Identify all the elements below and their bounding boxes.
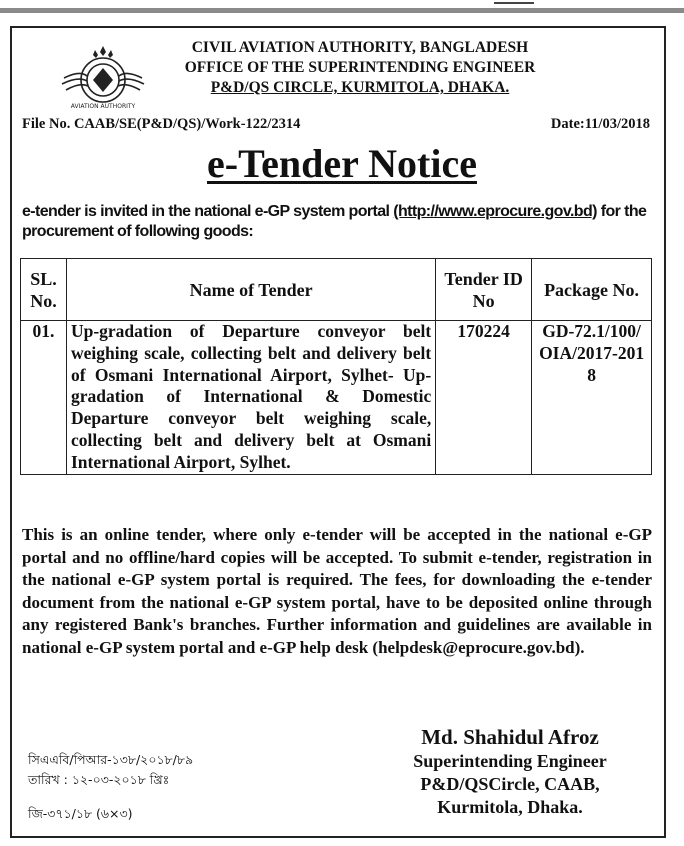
signatory-name: Md. Shahidul Afroz [421,725,599,749]
table-header-row [21,259,652,321]
letterhead [140,38,580,98]
page-title [0,140,684,188]
header-tender-id: Tender ID No [436,259,532,321]
office-name: OFFICE OF THE SUPERINTENDING ENGINEER [184,59,536,76]
signatory-location: Kurmitola, Dhaka. [437,797,583,817]
cell-package-no: GD-72.1/100/OIA/2017-2018 [532,321,652,475]
intro-paragraph [22,202,652,242]
eprocure-link[interactable]: (http://www.eprocure.gov.bd) [393,203,597,220]
signature-block [360,724,660,819]
circle-address: P&D/QS CIRCLE, KURMITOLA, DHAKA. [210,79,510,96]
bangla-code: জি-৩৭১/১৮ (৬×৩) [28,806,133,821]
header-package: Package No. [532,259,652,321]
signatory-title: Superintending Engineer [413,751,607,771]
table-row [21,321,652,475]
authority-name: CIVIL AVIATION AUTHORITY, BANGLADESH [191,39,529,56]
file-number: File No. CAAB/SE(P&D/QS)/Work-122/2314 [22,116,301,132]
tender-table [20,258,652,475]
bangla-reference: সিএএবি/পিআর-১৩৮/২০১৮/৮৯ [28,752,194,767]
top-divider [0,8,684,13]
signatory-office: P&D/QSCircle, CAAB, [420,774,600,794]
header-sl: SL. No. [21,259,67,321]
logo-caption: AVIATION AUTHORITY [70,103,136,110]
notice-date: Date:11/03/2018 [550,116,650,132]
instructions-paragraph: This is an online tender, where only e-tender will be accepted in the national e-GP portal and no offline/hard copies will be accepted. To submit e-tender, registration in the national e-GP system portal is required. The fees, for downloading the e-tender document from the national e-GP system portal, have to be deposited online through any registered Bank's branches. Further information and guidelines are available in national e-GP system portal and e-GP help desk (helpdesk@eprocure.gov.bd). [22,525,652,657]
intro-after: for the procurement of following goods: [22,203,647,240]
top-fragment [494,0,534,4]
intro-before: e-tender is invited in the national e-GP system portal [22,203,394,220]
cell-tender-id: 170224 [436,321,532,475]
bangla-date: তারিখ : ১২-০৩-২০১৮ খ্রিঃ [28,772,170,787]
cell-tender-name: Up-gradation of Departure conveyor belt weighing scale, collecting belt and delivery belt of Osmani International Airport, Sylhet- Up-gradation of International & Domestic Departure conveyor belt weighing scale, collecting belt and delivery belt at Osmani International Airport, Sylhet. [66,321,435,475]
caab-emblem-icon [60,40,146,116]
header-name: Name of Tender [66,259,435,321]
title-text: e-Tender Notice [207,141,477,186]
cell-sl: 01. [21,321,67,475]
